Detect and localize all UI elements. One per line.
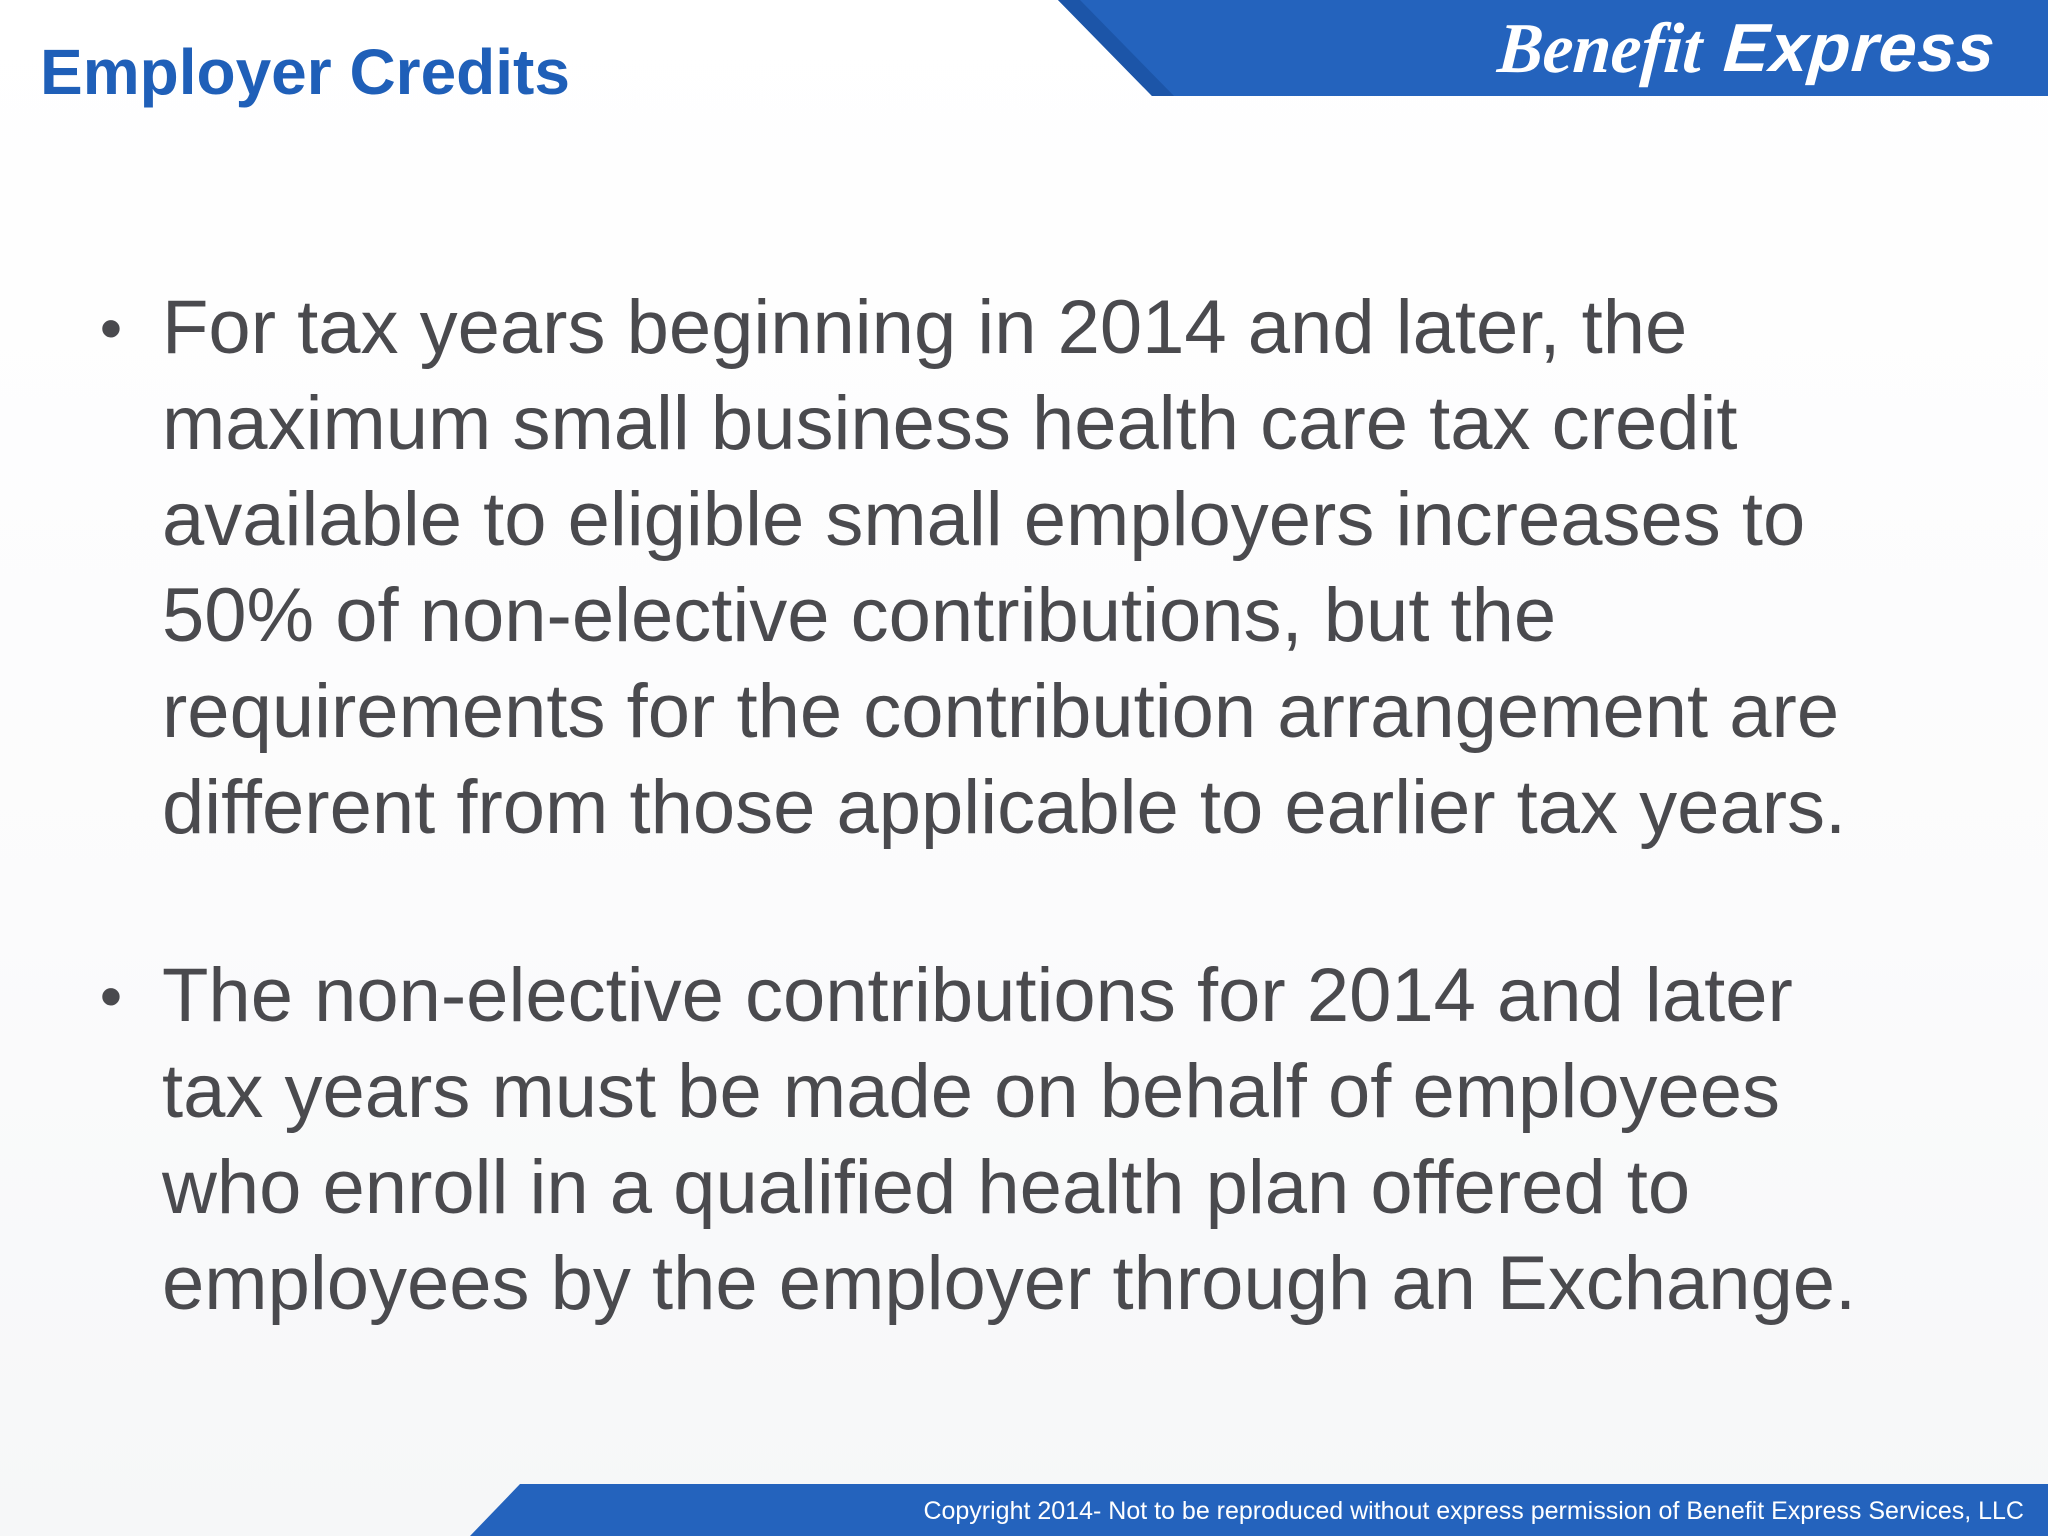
bullet-2-line-2: tax years must be made on behalf of employees xyxy=(162,1049,1781,1134)
bullet-1-line-4: 50% of non-elective contributions, but the xyxy=(162,573,1557,658)
bullet-2-line-4: employees by the employer through an Exchange. xyxy=(162,1241,1857,1326)
brand-logo-word-express: Express xyxy=(1721,10,1999,86)
bullet-item-2 xyxy=(99,948,1962,1332)
bullet-1-line-1: For tax years beginning in 2014 and later, the xyxy=(162,285,1688,370)
brand-logo-word-benefit: Benefit xyxy=(1495,7,1706,88)
bullet-1-line-5: requirements for the contribution arrangement are xyxy=(162,669,1840,754)
bullet-dot-icon: • xyxy=(99,292,123,364)
bullet-dot-icon: • xyxy=(99,960,123,1032)
bullet-1-line-3: available to eligible small employers increases to xyxy=(162,477,1806,562)
bullet-1-line-6: different from those applicable to earlier tax years. xyxy=(162,765,1847,850)
brand-logo xyxy=(1496,8,1999,88)
slide-title: Employer Credits xyxy=(40,36,570,108)
bullet-1-line-2: maximum small business health care tax credit xyxy=(162,381,1738,466)
bullet-2-line-3: who enroll in a qualified health plan offered to xyxy=(162,1145,1691,1230)
bullet-2-line-1: The non-elective contributions for 2014 and later xyxy=(162,953,1793,1038)
copyright-notice: Copyright 2014- Not to be reproduced without express permission of Benefit Express Services, LLC xyxy=(923,1497,2024,1525)
bullet-item-1 xyxy=(99,280,1962,856)
